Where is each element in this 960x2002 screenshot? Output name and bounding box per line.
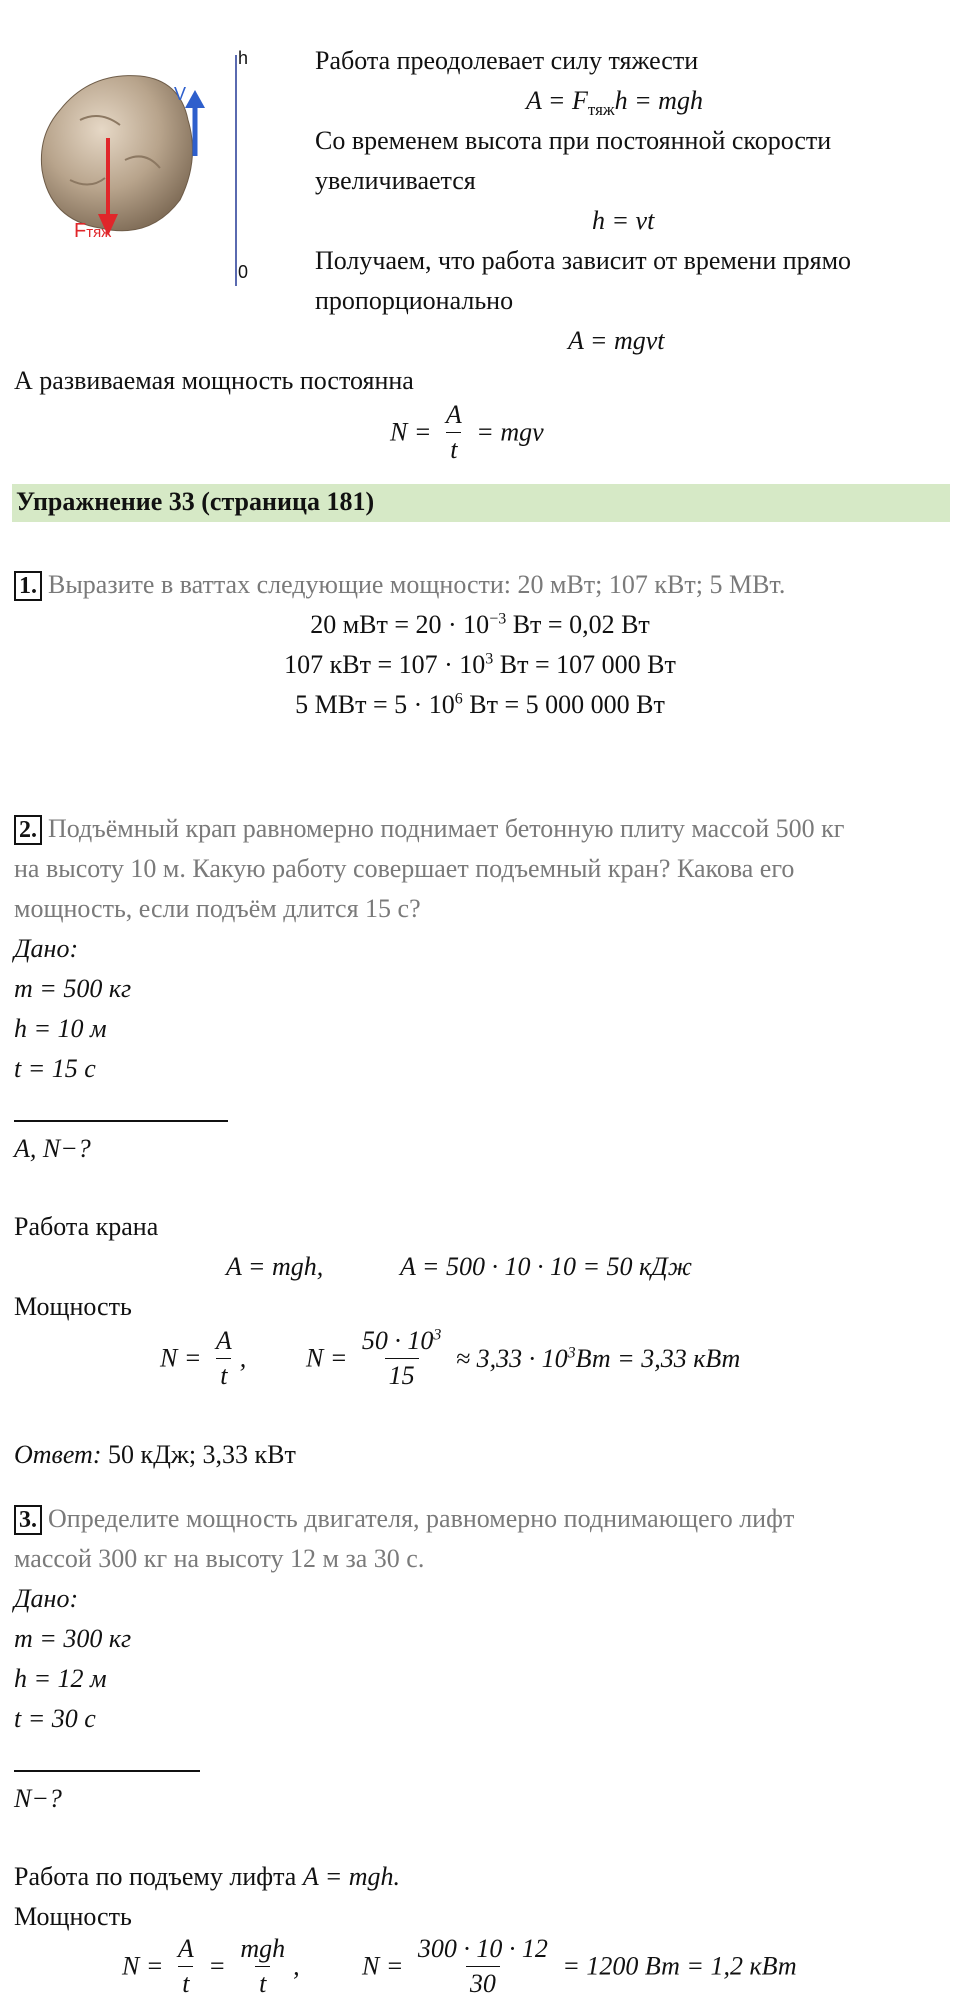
axis-label-h: h — [238, 48, 249, 68]
formula-work-gravity: $A = F_{тяж}h$ = mgh — [526, 86, 703, 120]
ex2-given-label: Дано: — [14, 934, 79, 963]
axis-label-0: 0 — [238, 262, 249, 282]
intro-line-1: Работа преодолевает силу тяжести — [315, 46, 699, 75]
ex1-task: 1. Выразите в ваттах следующие мощности: 20 мВт; 107 кВт; 5 МВт. — [14, 570, 785, 601]
formula-height: h = vt — [592, 206, 655, 235]
ex2-given-height: h = 10 м — [14, 1014, 107, 1043]
ex3-given-height: h = 12 м — [14, 1664, 107, 1693]
gravity-label: Fтяж — [74, 220, 112, 242]
ex2-task-line-3: мощность, если подъём длится 15 с? — [14, 894, 421, 923]
ex3-power-calc: N = $\frac{300 \cdot 10 \cdot 12}{30}$ = 1200 Вт = 1,2 кВт — [362, 1934, 797, 1998]
ex2-power-formula: N = $\frac{A}{t}$ , — [160, 1326, 247, 1390]
ex1-result-2: 107 кВт = $107 \cdot 10^3$ Вт = 107 000 Вт — [284, 650, 676, 679]
ex2-divider — [14, 1120, 228, 1122]
ex2-task-line-1: 2. Подъёмный крап равномерно поднимает бетонную плиту массой 500 кг — [14, 814, 844, 845]
intro-line-3: увеличивается — [315, 166, 476, 195]
ex3-task-line-1: 3. Определите мощность двигателя, равномерно поднимающего лифт — [14, 1504, 794, 1535]
ex3-power-label: Мощность — [14, 1902, 132, 1931]
ex3-divider — [14, 1770, 200, 1772]
ex2-work-calc: A = 500 · 10 · 10 = 50 кДж — [400, 1252, 692, 1281]
formula-power-constant: N = $\frac{A}{t}$ = mgv — [390, 400, 544, 464]
ex1-result-3: 5 МВт = $5 \cdot 10^6$ Вт = 5 000 000 Вт — [295, 690, 665, 719]
section-title: Упражнение 33 (страница 181) — [16, 487, 375, 516]
rock-shape — [41, 76, 192, 231]
ex1-number: 1. — [14, 571, 42, 601]
ex3-find: N−? — [14, 1784, 62, 1813]
rock-figure — [30, 50, 270, 290]
ex2-number: 2. — [14, 815, 42, 845]
ex3-power-formula: N = $\frac{A}{t}$ = $\frac{\text{mgh}}{t}$ , — [122, 1934, 300, 1998]
ex2-given-time: t = 15 с — [14, 1054, 96, 1083]
ex1-result-1: 20 мВт = $20 \cdot 10^{-3}$ Вт = 0,02 Вт — [310, 610, 650, 639]
ex2-find: A, N−? — [14, 1134, 91, 1163]
ex3-task-line-2: массой 300 кг на высоту 12 м за 30 с. — [14, 1544, 425, 1573]
ex3-number: 3. — [14, 1505, 42, 1535]
ex2-power-label: Мощность — [14, 1292, 132, 1321]
formula-work-time: A = mgvt — [568, 326, 665, 355]
ex2-power-calc: N = $\frac{50 \cdot 10^3}{15}$ ≈ $3,33 \cdot 10^3Вт = 3,33$ кВт — [306, 1326, 741, 1390]
ex3-work-line: Работа по подъему лифта A = mgh. — [14, 1862, 401, 1891]
intro-line-4: Получаем, что работа зависит от времени прямо — [315, 246, 852, 275]
ex2-work-label: Работа крана — [14, 1212, 159, 1241]
intro-line-2: Со временем высота при постоянной скорости — [315, 126, 832, 155]
ex2-task-line-2: на высоту 10 м. Какую работу совершает подъемный кран? Какова его — [14, 854, 795, 883]
ex3-given-label: Дано: — [14, 1584, 79, 1613]
ex3-given-time: t = 30 с — [14, 1704, 96, 1733]
velocity-label: V — [174, 84, 187, 104]
intro-line-5: пропорционально — [315, 286, 514, 315]
ex2-given-mass: m = 500 кг — [14, 974, 132, 1003]
intro-line-6: А развиваемая мощность постоянна — [14, 366, 414, 395]
ex2-answer: Ответ: 50 кДж; 3,33 кВт — [14, 1440, 296, 1469]
ex3-given-mass: m = 300 кг — [14, 1624, 132, 1653]
ex2-work-formula: A = mgh, — [226, 1252, 324, 1281]
